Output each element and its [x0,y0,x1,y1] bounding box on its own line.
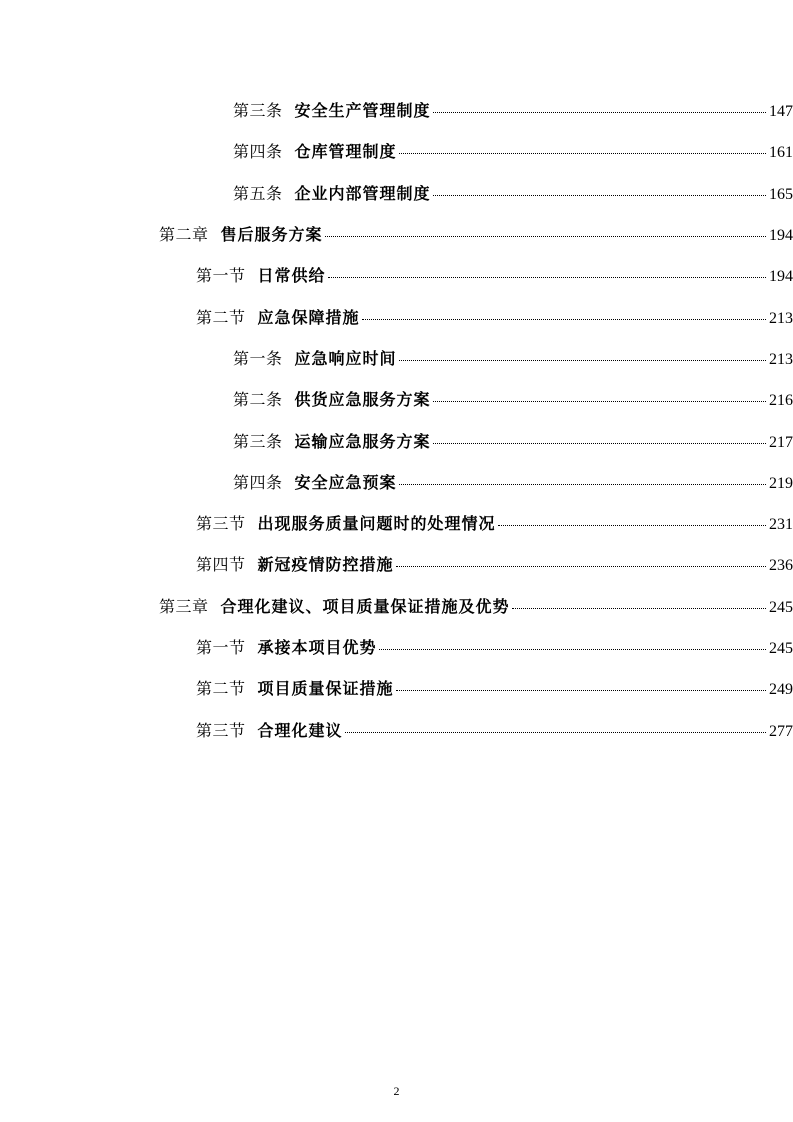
dot-leader [396,565,766,567]
toc-entry-title: 出现服务质量问题时的处理情况 [257,514,496,534]
toc-entry-page: 245 [769,598,793,616]
toc-entry-title: 新冠疫情防控措施 [257,555,394,575]
dot-leader [325,235,766,237]
toc-entry[interactable] [0,213,793,254]
toc-entry-title: 安全生产管理制度 [294,101,431,121]
toc-entry[interactable] [0,89,793,130]
table-of-contents [0,89,793,750]
toc-entry-page: 213 [769,309,793,327]
toc-entry-page: 194 [769,227,793,245]
toc-entry-page: 213 [769,350,793,368]
toc-entry[interactable] [0,337,793,378]
toc-entry-title: 仓库管理制度 [294,142,397,162]
toc-entry-number: 第一节 [196,638,246,657]
toc-entry[interactable] [0,543,793,584]
toc-entry[interactable] [0,626,793,667]
toc-entry[interactable] [0,254,793,295]
toc-entry-page: 217 [769,433,793,451]
dot-leader [433,442,766,444]
toc-entry-number: 第三条 [233,431,283,451]
toc-entry[interactable] [0,585,793,626]
dot-leader [362,318,766,320]
toc-entry-number: 第三节 [196,514,246,534]
toc-entry-number: 第四节 [196,555,246,575]
toc-entry[interactable] [0,172,793,213]
toc-entry-number: 第二节 [196,307,246,327]
toc-entry-title: 承接本项目优势 [257,638,377,657]
toc-entry-number: 第一条 [233,348,283,368]
toc-entry-number: 第五条 [233,183,283,203]
toc-entry[interactable] [0,130,793,171]
toc-entry-number: 第二章 [159,225,209,245]
toc-entry-page: 147 [769,103,793,121]
page-number: 2 [393,1084,400,1098]
toc-entry-title: 应急响应时间 [294,348,397,368]
toc-entry-number: 第二条 [233,390,283,410]
toc-entry-page: 231 [769,516,793,534]
toc-entry[interactable] [0,419,793,460]
dot-leader [328,276,766,278]
toc-entry-number: 第三节 [196,720,246,740]
toc-entry-number: 第三章 [159,596,209,616]
toc-entry-title: 供货应急服务方案 [294,390,431,410]
dot-leader [399,152,766,154]
toc-entry-title: 售后服务方案 [220,225,323,245]
toc-entry[interactable] [0,295,793,336]
toc-entry-title: 合理化建议、项目质量保证措施及优势 [220,596,510,616]
dot-leader [433,400,766,402]
toc-entry[interactable] [0,502,793,543]
toc-entry-number: 第一节 [196,266,246,286]
toc-entry-title: 应急保障措施 [257,307,360,327]
dot-leader [433,194,766,196]
toc-entry-page: 245 [769,640,793,657]
toc-entry[interactable] [0,461,793,502]
toc-entry-page: 236 [769,557,793,575]
toc-entry-number: 第二节 [196,679,246,699]
dot-leader [399,483,766,485]
toc-entry-number: 第三条 [233,101,283,121]
toc-entry-title: 项目质量保证措施 [257,679,394,699]
toc-entry[interactable] [0,708,793,749]
toc-entry[interactable] [0,378,793,419]
dot-leader [379,648,766,650]
toc-entry-page: 219 [769,474,793,492]
toc-entry-title: 日常供给 [257,266,326,286]
toc-entry-page: 194 [769,268,793,286]
toc-entry-page: 277 [769,722,793,740]
toc-entry-number: 第四条 [233,142,283,162]
toc-entry-page: 161 [769,144,793,162]
toc-entry-title: 安全应急预案 [294,472,397,492]
toc-entry-page: 165 [769,185,793,203]
dot-leader [345,731,766,733]
dot-leader [498,524,766,526]
dot-leader [399,359,766,361]
dot-leader [396,689,766,691]
toc-entry-title: 合理化建议 [257,720,343,740]
toc-entry-title: 运输应急服务方案 [294,431,431,451]
dot-leader [512,607,766,609]
toc-entry-number: 第四条 [233,472,283,492]
dot-leader [433,111,766,113]
toc-entry-page: 216 [769,392,793,410]
toc-entry-title: 企业内部管理制度 [294,183,431,203]
toc-entry[interactable] [0,667,793,708]
toc-entry-page: 249 [769,681,793,699]
